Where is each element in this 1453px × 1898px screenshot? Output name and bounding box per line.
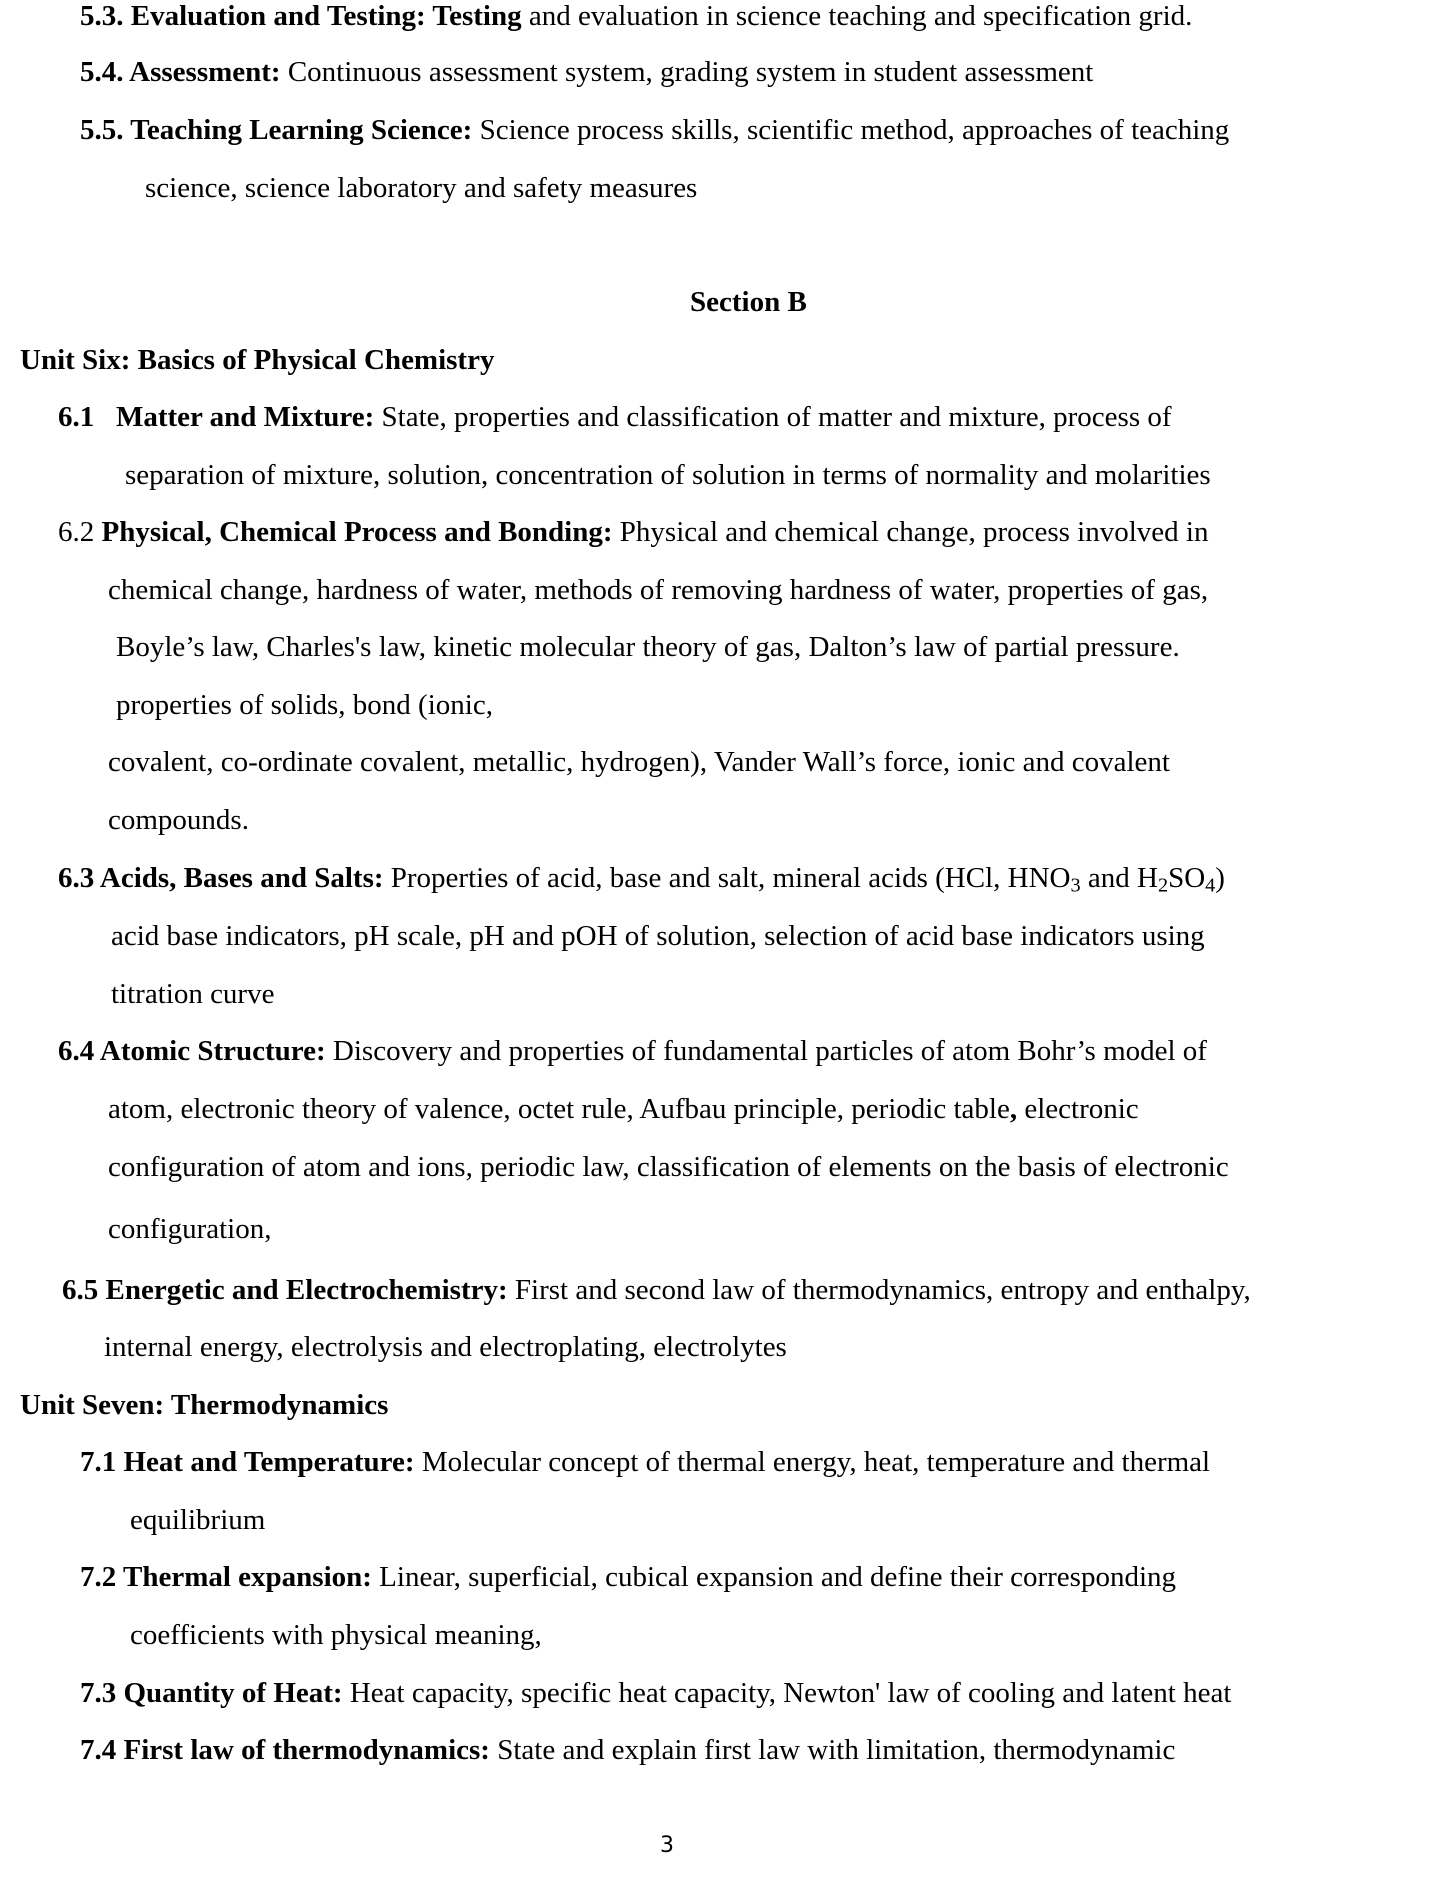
item-6-2 (58, 518, 1208, 547)
item-6-5 (62, 1276, 1251, 1305)
item-6-4-cont-1 (108, 1095, 1139, 1124)
item-7-2-label: 7.2 Thermal expansion: (80, 1561, 372, 1593)
item-6-3-text-d: ) (1215, 862, 1225, 894)
item-7-4 (80, 1736, 1175, 1765)
item-6-2-cont-2: Boyle’s law, Charles's law, kinetic molecular theory of gas, Dalton’s law of partial pressure. (116, 631, 1180, 663)
item-5-5 (80, 116, 1229, 145)
item-5-3 (80, 2, 1192, 31)
item-6-3-label: 6.3 Acids, Bases and Salts: (58, 862, 384, 894)
item-7-2-cont: coefficients with physical meaning, (130, 1619, 542, 1651)
item-7-4-label: 7.4 First law of thermodynamics: (80, 1734, 490, 1766)
item-6-5-text: First and second law of thermodynamics, entropy and enthalpy, (507, 1274, 1251, 1306)
item-6-2-cont-3: properties of solids, bond (ionic, (116, 689, 493, 721)
item-6-3-cont-2: titration curve (111, 978, 275, 1010)
item-6-3-cont-1: acid base indicators, pH scale, pH and pOH of solution, selection of acid base indicators using (111, 920, 1205, 952)
item-5-3-text: and evaluation in science teaching and specification grid. (521, 0, 1193, 32)
item-6-1-text: State, properties and classification of matter and mixture, process of (374, 401, 1172, 433)
page-number: 3 (660, 1833, 674, 1858)
item-6-4 (58, 1037, 1207, 1066)
item-5-4-label: 5.4. Assessment: (80, 56, 281, 88)
item-6-2-text: Physical and chemical change, process involved in (612, 516, 1209, 548)
item-6-4-cont-2: configuration of atom and ions, periodic law, classification of elements on the basis of electronic (108, 1151, 1229, 1183)
item-5-5-cont: science, science laboratory and safety measures (145, 172, 698, 204)
item-5-5-label: 5.5. Teaching Learning Science: (80, 114, 473, 146)
item-6-4-text: Discovery and properties of fundamental particles of atom Bohr’s model of (325, 1035, 1207, 1067)
item-7-3-text: Heat capacity, specific heat capacity, Newton' law of cooling and latent heat (342, 1677, 1232, 1709)
item-6-4-cont-1-end: electronic (1017, 1093, 1139, 1125)
item-6-4-cont-1-comma: , (1009, 1093, 1018, 1125)
item-5-5-text: Science process skills, scientific method, approaches of teaching (472, 114, 1230, 146)
unit-six-title: Unit Six: Basics of Physical Chemistry (20, 344, 495, 376)
item-6-3-text-a: Properties of acid, base and salt, mineral acids (HCl, HNO (383, 862, 1071, 894)
item-6-3 (58, 862, 1225, 897)
item-7-3-label: 7.3 Quantity of Heat: (80, 1677, 343, 1709)
item-6-2-label: Physical, Chemical Process and Bonding: (101, 516, 613, 548)
item-6-4-cont-3: configuration, (108, 1213, 272, 1245)
item-6-3-sub-3: 4 (1205, 874, 1216, 897)
item-6-3-text-c: SO (1168, 862, 1206, 894)
section-b-title: Section B (690, 286, 807, 318)
item-6-2-cont-5: compounds. (108, 804, 249, 836)
item-6-2-cont-1: chemical change, hardness of water, methods of removing hardness of water, properties of gas, (108, 574, 1209, 606)
item-6-4-label: 6.4 Atomic Structure: (58, 1035, 326, 1067)
item-5-3-label: 5.3. Evaluation and Testing: (80, 0, 426, 32)
item-6-1 (58, 403, 1172, 432)
item-6-2-cont-4: covalent, co-ordinate covalent, metallic, hydrogen), Vander Wall’s force, ionic and covalent (108, 746, 1170, 778)
item-7-4-text: State and explain first law with limitation, thermodynamic (489, 1734, 1176, 1766)
item-7-2 (80, 1563, 1176, 1592)
item-5-4-text: Continuous assessment system, grading system in student assessment (280, 56, 1094, 88)
item-6-3-text-b: and H (1080, 862, 1158, 894)
item-6-3-sub-2: 2 (1157, 874, 1169, 897)
unit-seven-title: Unit Seven: Thermodynamics (20, 1389, 389, 1421)
item-7-1-label: 7.1 Heat and Temperature: (80, 1446, 415, 1478)
item-7-1-text: Molecular concept of thermal energy, heat, temperature and thermal (414, 1446, 1211, 1478)
item-7-2-text: Linear, superficial, cubical expansion and define their corresponding (371, 1561, 1177, 1593)
item-7-1 (80, 1448, 1210, 1477)
item-6-1-label: 6.1 Matter and Mixture: (58, 401, 375, 433)
item-6-5-label: 6.5 Energetic and Electrochemistry: (62, 1274, 508, 1306)
item-5-4 (80, 58, 1093, 87)
item-6-2-num: 6.2 (58, 516, 102, 548)
item-6-1-cont: separation of mixture, solution, concentration of solution in terms of normality and molarities (125, 459, 1211, 491)
item-6-4-cont-1-text: atom, electronic theory of valence, octet rule, Aufbau principle, periodic table (108, 1093, 1010, 1125)
item-5-3-heading: Testing (425, 0, 522, 32)
item-6-3-sub-1: 3 (1070, 874, 1081, 897)
item-7-1-cont: equilibrium (130, 1504, 266, 1536)
item-7-3 (80, 1679, 1231, 1708)
item-6-5-cont: internal energy, electrolysis and electroplating, electrolytes (104, 1331, 787, 1363)
